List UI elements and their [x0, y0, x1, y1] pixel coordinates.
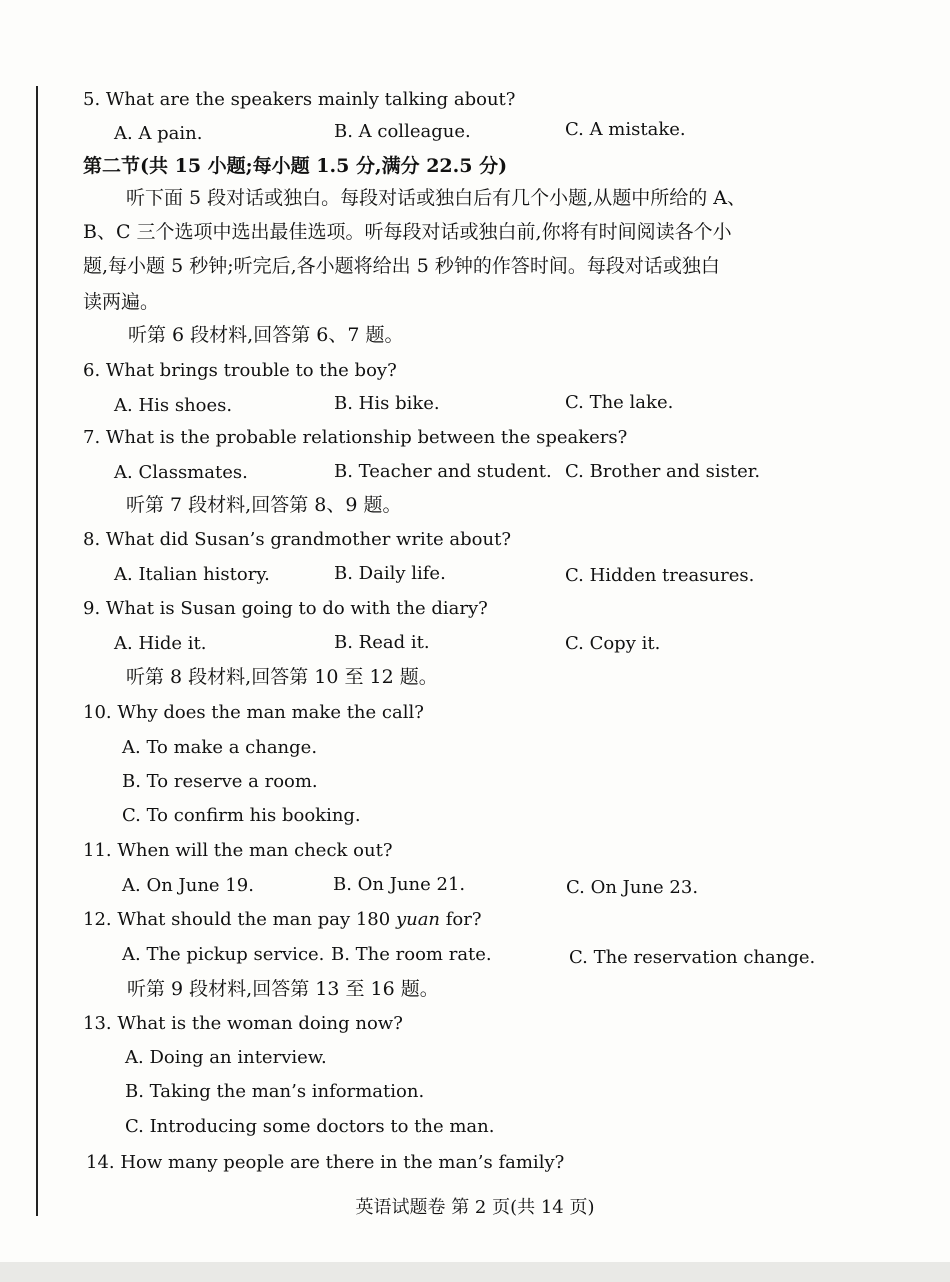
question-6-option-b: B. His bike.: [334, 393, 440, 414]
question-9-option-c: C. Copy it.: [565, 633, 661, 654]
question-6-option-c: C. The lake.: [565, 392, 674, 413]
instructions-line-1: 听下面 5 段对话或独白。每段对话或独白后有几个小题,从题中所给的 A、: [126, 187, 746, 209]
question-6-option-a: A. His shoes.: [114, 395, 233, 416]
question-12-option-a: A. The pickup service.: [122, 944, 325, 965]
question-13-stem: 13. What is the woman doing now?: [83, 1013, 403, 1034]
question-10-option-b: B. To reserve a room.: [122, 771, 318, 792]
question-7-option-a: A. Classmates.: [114, 462, 248, 483]
instructions-line-4: 读两遍。: [83, 291, 160, 313]
question-12-option-b: B. The room rate.: [331, 944, 492, 965]
question-10-option-c: C. To confirm his booking.: [122, 805, 361, 826]
material-8-note: 听第 8 段材料,回答第 10 至 12 题。: [126, 666, 438, 688]
question-7-stem: 7. What is the probable relationship between the speakers?: [83, 427, 628, 448]
instructions-line-3: 题,每小题 5 秒钟;听完后,各小题将给出 5 秒钟的作答时间。每段对话或独白: [83, 255, 720, 277]
question-11-stem: 11. When will the man check out?: [83, 840, 393, 861]
question-11-option-b: B. On June 21.: [333, 874, 466, 895]
question-7-option-c: C. Brother and sister.: [565, 461, 761, 482]
question-11-option-c: C. On June 23.: [566, 877, 699, 898]
question-13-option-c: C. Introducing some doctors to the man.: [125, 1116, 495, 1137]
instructions-line-2: B、C 三个选项中选出最佳选项。听每段对话或独白前,你将有时间阅读各个小: [83, 221, 732, 243]
scan-bottom-strip: [0, 1262, 950, 1282]
question-11-option-a: A. On June 19.: [122, 875, 254, 896]
question-9-option-a: A. Hide it.: [114, 633, 207, 654]
question-5-stem: 5. What are the speakers mainly talking about?: [83, 89, 516, 110]
question-13-option-b: B. Taking the man’s information.: [125, 1081, 425, 1102]
question-9-stem: 9. What is Susan going to do with the diary?: [83, 598, 488, 619]
question-12-stem: [83, 908, 482, 932]
question-10-option-a: A. To make a change.: [122, 737, 318, 758]
question-12-stem-italic: yuan: [395, 909, 441, 930]
page-edge-line: [36, 86, 38, 1216]
section-heading: 第二节(共 15 小题;每小题 1.5 分,满分 22.5 分): [83, 155, 508, 177]
question-13-option-a: A. Doing an interview.: [125, 1047, 327, 1068]
question-7-option-b: B. Teacher and student.: [334, 461, 552, 482]
question-8-option-a: A. Italian history.: [114, 564, 270, 585]
question-5-option-a: A. A pain.: [114, 123, 203, 144]
question-5-option-c: C. A mistake.: [565, 119, 686, 140]
question-8-stem: 8. What did Susan’s grandmother write about?: [83, 529, 511, 550]
question-6-stem: 6. What brings trouble to the boy?: [83, 360, 397, 381]
question-5-option-b: B. A colleague.: [334, 121, 471, 142]
question-12-stem-end: for?: [440, 909, 482, 930]
question-9-option-b: B. Read it.: [334, 632, 430, 653]
question-8-option-c: C. Hidden treasures.: [565, 565, 755, 586]
question-14-stem: 14. How many people are there in the man’s family?: [86, 1152, 565, 1173]
material-6-note: 听第 6 段材料,回答第 6、7 题。: [128, 324, 404, 346]
question-12-option-c: C. The reservation change.: [569, 947, 816, 968]
question-12-stem-text: 12. What should the man pay 180: [83, 909, 396, 930]
question-8-option-b: B. Daily life.: [334, 563, 446, 584]
material-7-note: 听第 7 段材料,回答第 8、9 题。: [126, 494, 402, 516]
material-9-note: 听第 9 段材料,回答第 13 至 16 题。: [127, 978, 439, 1000]
page-footer: 英语试题卷 第 2 页(共 14 页): [355, 1197, 595, 1218]
question-10-stem: 10. Why does the man make the call?: [83, 702, 424, 723]
